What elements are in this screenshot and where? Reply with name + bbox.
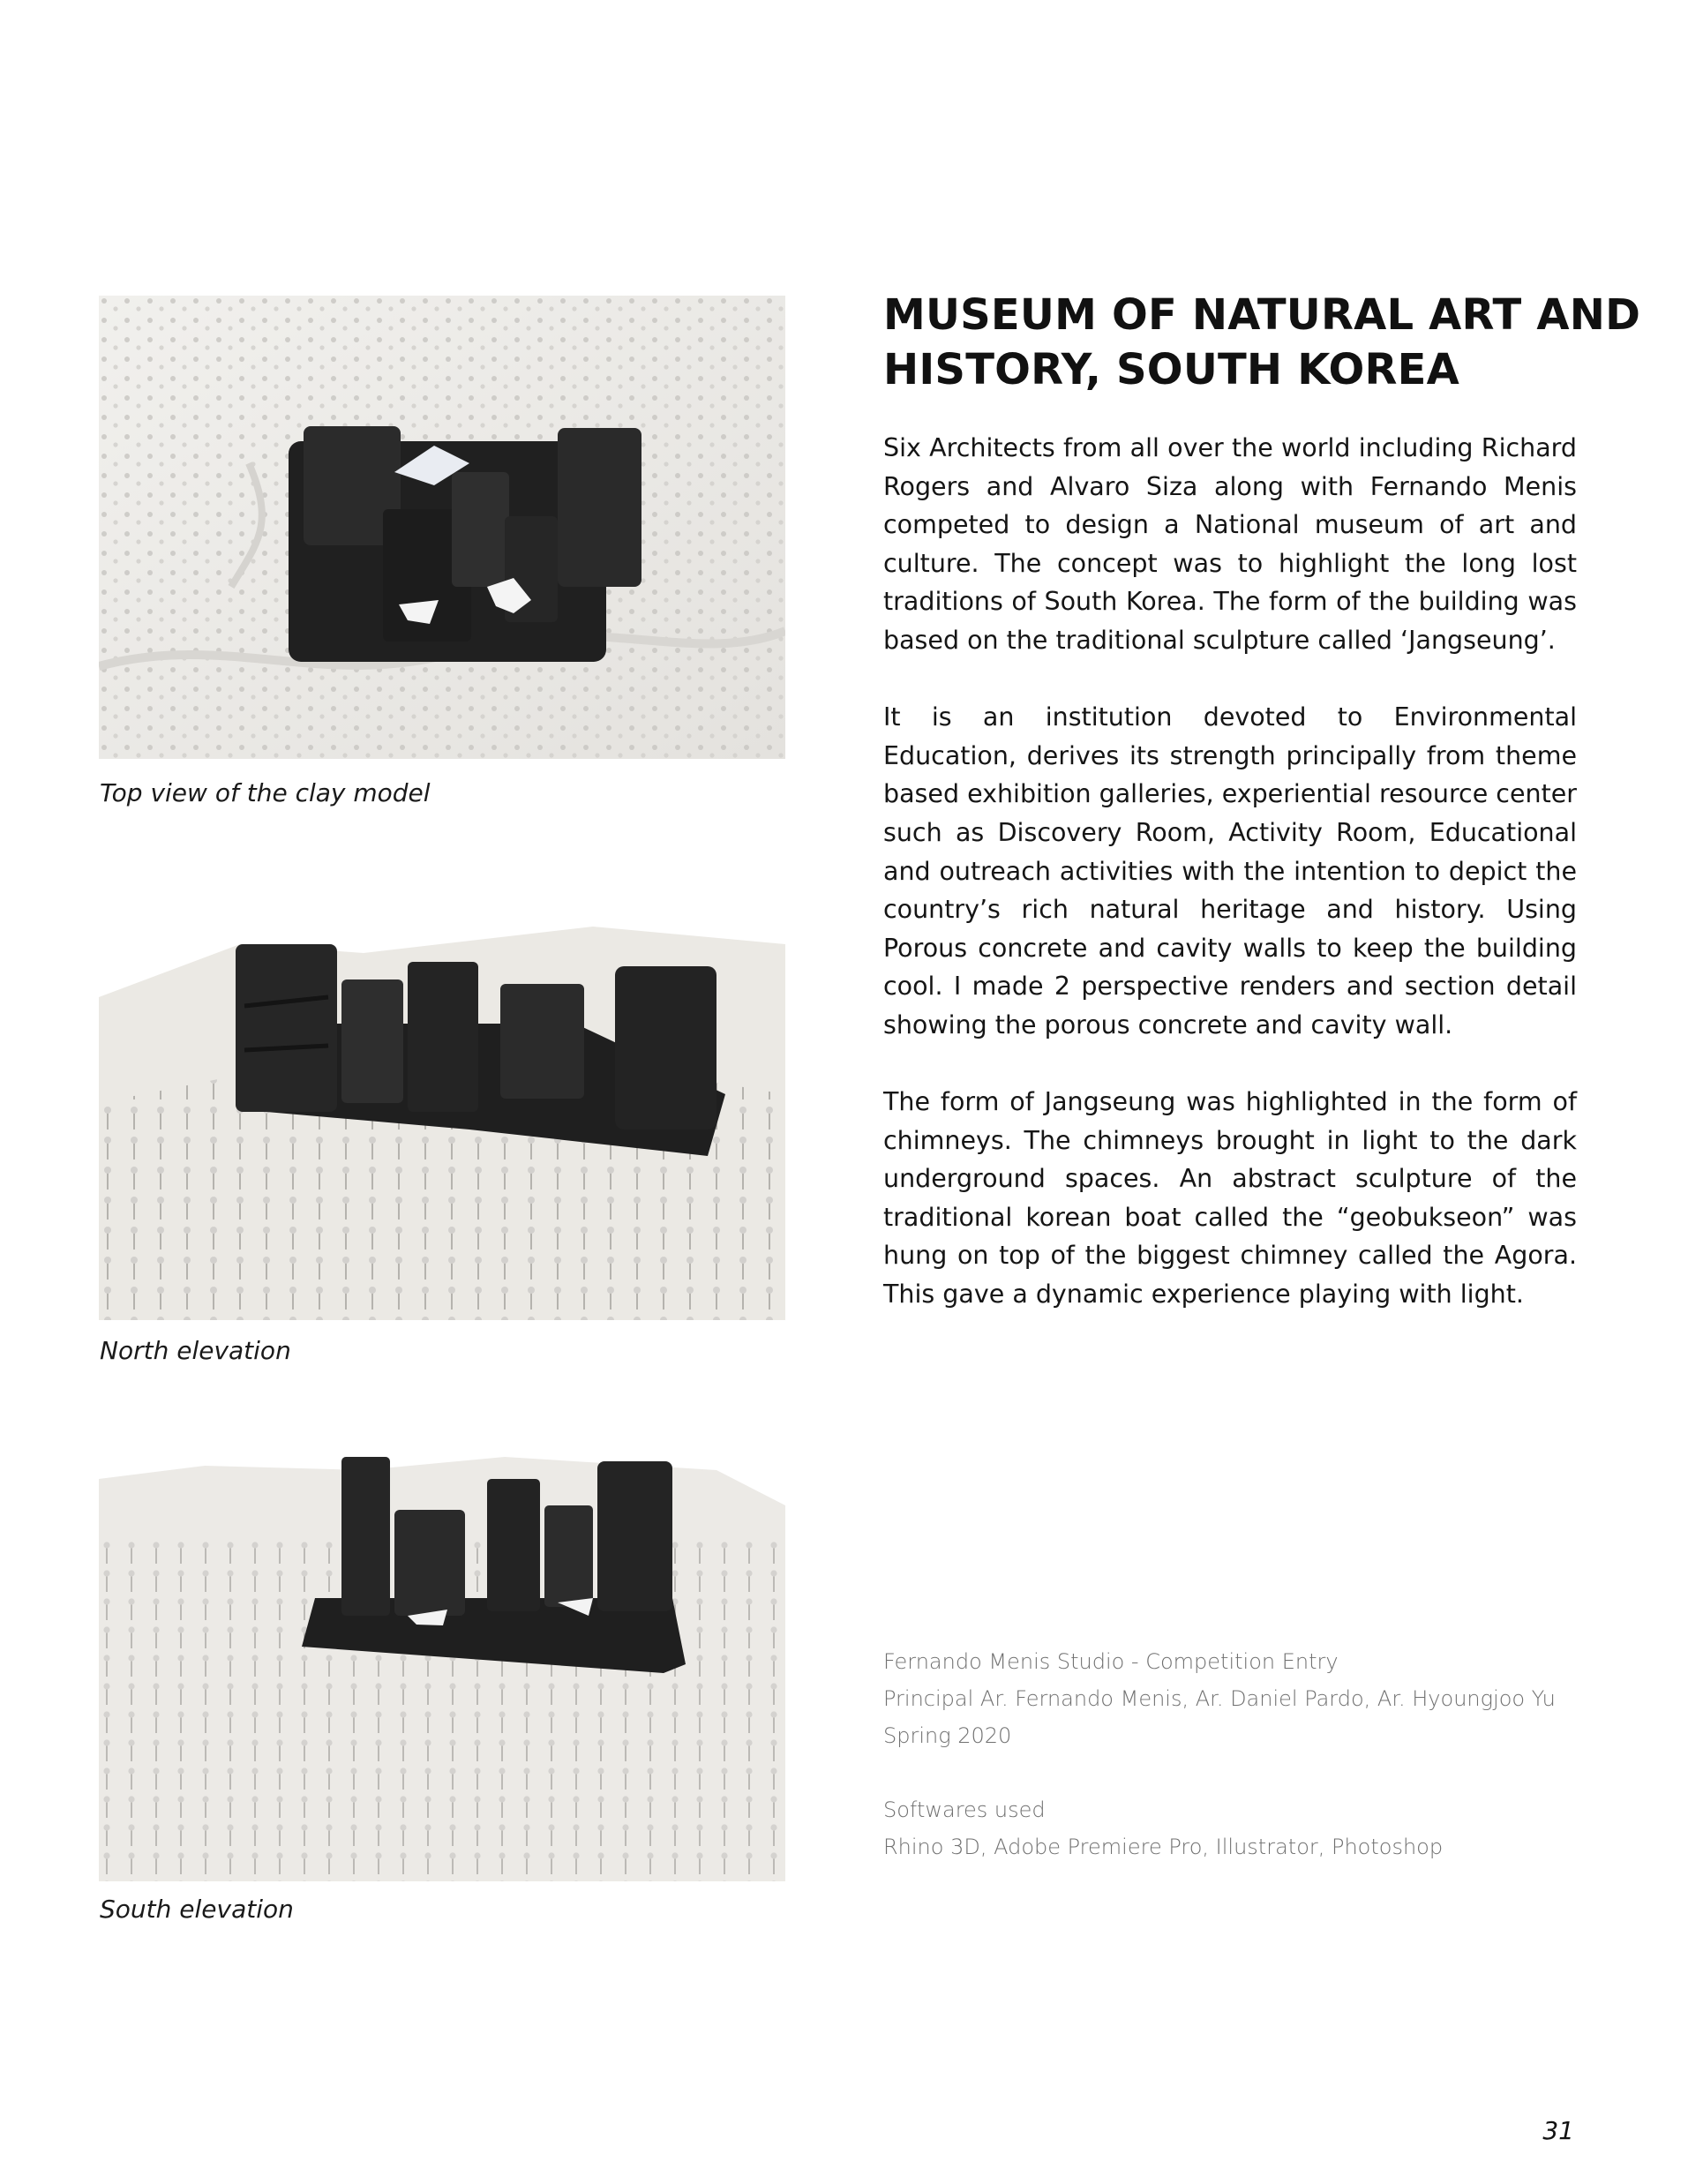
article-title-line-2: HISTORY, SOUTH KOREA <box>883 345 1459 394</box>
photo-south-elevation <box>99 1452 785 1881</box>
credits-studio: Fernando Menis Studio - Competition Entry <box>883 1649 1339 1674</box>
article-body <box>883 429 1577 1352</box>
page-number: 31 <box>1542 2116 1574 2145</box>
body-paragraph-3: The form of Jangseung was highlighted in the form of chimneys. The chimneys brought in light to the dark underground spaces. An abstract sculpture of the traditional korean boat called the “geobukseon” was hung on top of the biggest chimney called the Agora. This gave a dynamic experience playing with light. <box>883 1087 1577 1310</box>
article-title-line-1: MUSEUM OF NATURAL ART AND <box>883 290 1641 340</box>
caption-south-elevation: South elevation <box>100 1895 294 1924</box>
credits-spacer <box>883 1754 1607 1791</box>
body-paragraph-1: Six Architects from all over the world including Richard Rogers and Alvaro Siza along with Fernando Menis competed to design a National museum of art and culture. The concept was to highlight the long lost traditions of South Korea. The form of the building was based on the traditional sculpture called ‘Jangseung’. <box>883 433 1577 655</box>
clay-model-north-elevation-image <box>99 891 785 1320</box>
project-credits <box>883 1643 1607 1865</box>
clay-model-top-view-image <box>99 296 785 759</box>
caption-north-elevation: North elevation <box>100 1336 291 1365</box>
caption-top-view: Top view of the clay model <box>100 778 431 807</box>
clay-model-south-elevation-image <box>99 1452 785 1881</box>
photo-north-elevation <box>99 891 785 1320</box>
credits-team: Principal Ar. Fernando Menis, Ar. Daniel Pardo, Ar. Hyoungjoo Yu <box>883 1686 1556 1711</box>
credits-date: Spring 2020 <box>883 1723 1012 1748</box>
body-paragraph-2: It is an institution devoted to Environmental Education, derives its strength principally from theme based exhibition galleries, experiential resource center such as Discovery Room, Activity Room, Educational and outreach activities with the intention to depict the country’s rich natural heritage and history. Using Porous concrete and cavity walls to keep the building cool. I made 2 perspective renders and section detail showing the porous concrete and cavity wall. <box>883 702 1578 1039</box>
photo-top-view <box>99 296 785 759</box>
article-title <box>883 288 1641 397</box>
software-list: Rhino 3D, Adobe Premiere Pro, Illustrator, Photoshop <box>883 1835 1444 1859</box>
software-heading: Softwares used <box>883 1797 1046 1822</box>
